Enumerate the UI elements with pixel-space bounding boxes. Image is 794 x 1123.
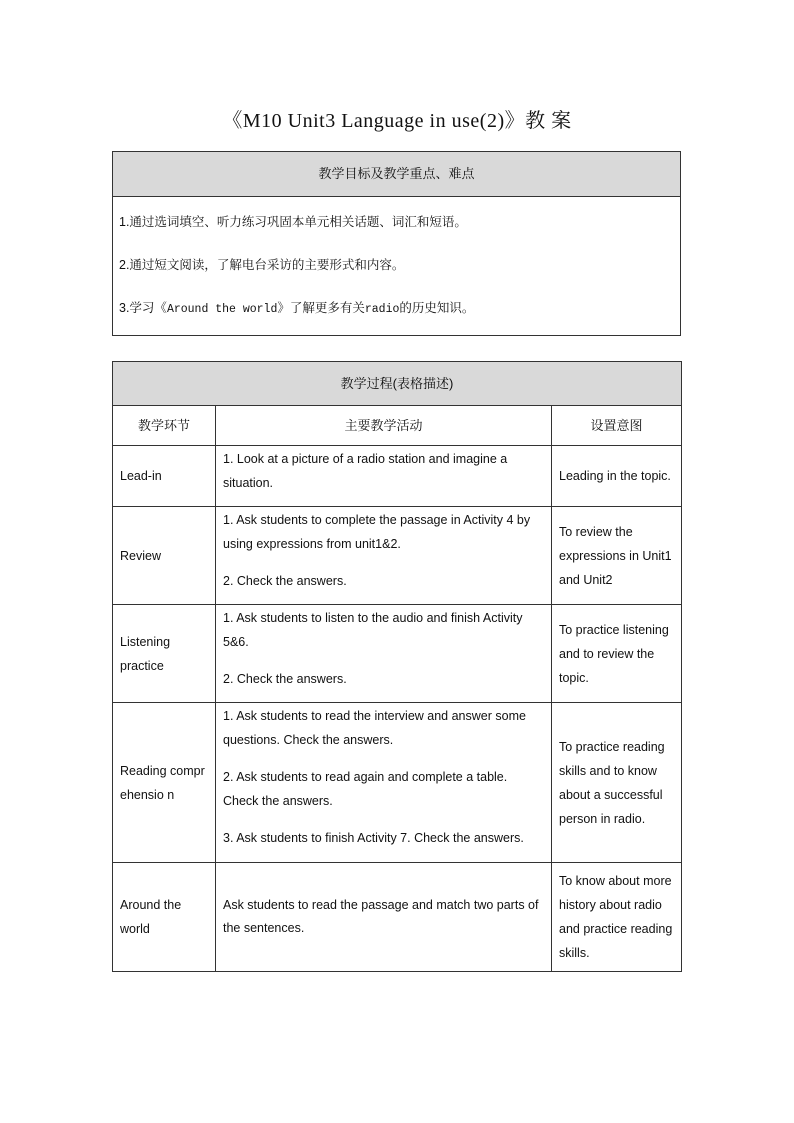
document-title: 《M10 Unit3 Language in use(2)》教 案	[222, 110, 572, 132]
table-row	[113, 605, 682, 703]
goals-header: 教学目标及教学重点、难点	[113, 152, 681, 197]
process-table	[112, 361, 682, 972]
column-header-purpose: 设置意图	[552, 406, 682, 446]
goal-item: 2.通过短文阅读，了解电台采访的主要形式和内容。	[119, 258, 405, 272]
column-header-stage: 教学环节	[113, 406, 216, 446]
stage-cell: Reading comprehensio n	[113, 703, 216, 863]
activity-item: 2. Check the answers.	[223, 672, 347, 686]
table-row	[113, 507, 682, 605]
purpose-cell: Leading in the topic.	[552, 446, 682, 507]
stage-cell: Lead-in	[113, 446, 216, 507]
purpose-cell: To review the expressions in Unit1 and Unit2	[552, 507, 682, 605]
goal-item: 1.通过选词填空、听力练习巩固本单元相关话题、词汇和短语。	[119, 215, 467, 229]
table-row	[113, 446, 682, 507]
table-row	[113, 863, 682, 972]
activity-item: 1. Look at a picture of a radio station and imagine a situation.	[223, 452, 508, 490]
activity-item: 2. Ask students to read again and complete a table. Check the answers.	[223, 770, 508, 808]
goal-item-text: 3.学习《	[119, 301, 167, 315]
activity-item: 2. Check the answers.	[223, 574, 347, 588]
goal-item-keyword: radio	[364, 303, 400, 316]
column-header-activities: 主要教学活动	[216, 406, 552, 446]
purpose-cell: To practice listening and to review the topic.	[552, 605, 682, 703]
activity-item: Ask students to read the passage and match two parts of the sentences.	[223, 897, 539, 935]
activity-item: 1. Ask students to read the interview and answer some questions. Check the answers.	[223, 709, 526, 747]
activities-cell	[216, 863, 552, 972]
activity-item: 1. Ask students to listen to the audio and finish Activity 5&6.	[223, 611, 523, 649]
activities-cell	[216, 446, 552, 507]
activities-cell	[216, 605, 552, 703]
activity-item: 1. Ask students to complete the passage in Activity 4 by using expressions from unit1&2.	[223, 513, 531, 551]
purpose-cell: To practice reading skills and to know about a successful person in radio.	[552, 703, 682, 863]
process-header: 教学过程(表格描述)	[113, 362, 682, 406]
purpose-cell: To know about more history about radio and practice reading skills.	[552, 863, 682, 972]
goal-item-text: 》了解更多有关	[277, 301, 365, 315]
stage-cell: Review	[113, 507, 216, 605]
goal-item-text: 的历史知识。	[399, 301, 475, 315]
activities-cell	[216, 507, 552, 605]
table-row	[113, 703, 682, 863]
activity-item: 3. Ask students to finish Activity 7. Check the answers.	[223, 831, 524, 845]
goals-table	[112, 151, 681, 336]
goal-item	[119, 287, 674, 331]
goals-body	[113, 197, 681, 336]
stage-cell: Listening practice	[113, 605, 216, 703]
goal-item-book-title: Around the world	[166, 303, 278, 316]
activities-cell	[216, 703, 552, 863]
stage-cell: Around the world	[113, 863, 216, 972]
